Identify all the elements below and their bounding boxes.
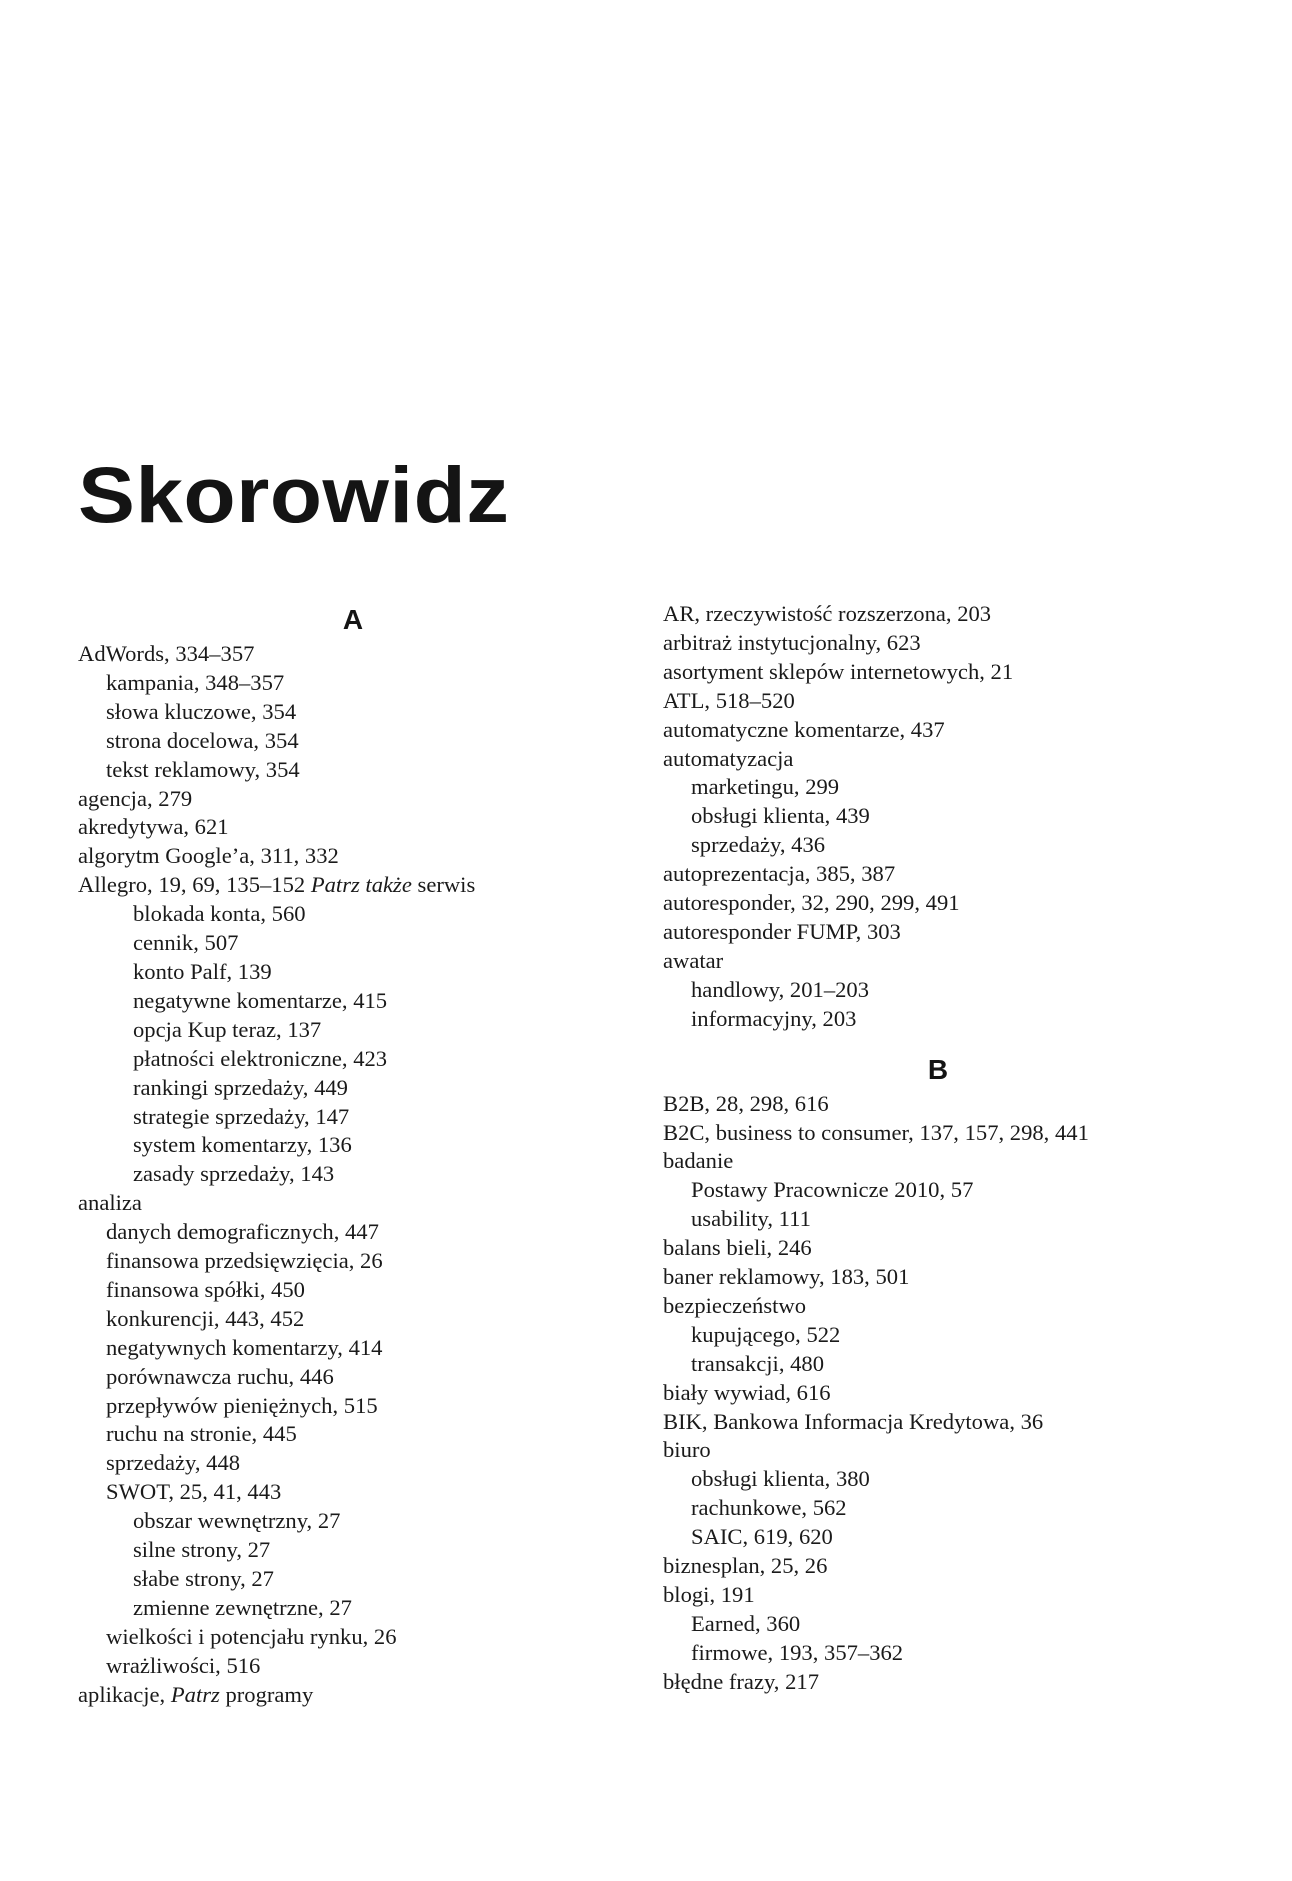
entry-text: słowa kluczowe, 354 [106,698,297,724]
entry-text: agencja, 279 [78,785,193,811]
entry-text: konto Palf, 139 [133,958,272,984]
entry-text: algorytm Google’a, 311, 332 [78,843,339,869]
entry-text: blokada konta, 560 [133,901,306,927]
index-subentry [663,1523,1183,1552]
entry-text: ruchu na stronie, 445 [106,1421,297,1447]
index-entry [78,1681,598,1710]
index-column-left [78,600,598,1710]
entry-text: finansowa spółki, 450 [106,1276,305,1302]
entry-text: cennik, 507 [133,930,239,956]
entry-cross-reference: Patrz także [310,872,412,898]
entry-text: opcja Kup teraz, 137 [133,1016,322,1042]
index-subentry [78,929,598,958]
entry-text: kupującego, 522 [691,1321,841,1347]
index-entry [663,860,1183,889]
entry-text: firmowe, 193, 357–362 [691,1639,904,1665]
entry-text: informacyjny, 203 [691,1005,857,1031]
index-subentry [78,1334,598,1363]
index-entry [663,658,1183,687]
entry-text: AdWords, 334–357 [78,641,255,666]
index-entry [663,889,1183,918]
index-entry [663,716,1183,745]
index-entry [663,1292,1183,1321]
entry-text: system komentarzy, 136 [133,1132,352,1158]
entry-text: konkurencji, 443, 452 [106,1305,305,1331]
entry-text: asortyment sklepów internetowych, 21 [663,658,1014,684]
entry-text: negatywne komentarze, 415 [133,987,388,1013]
entry-text: SWOT, 25, 41, 443 [106,1479,282,1505]
index-subentry [663,976,1183,1005]
entry-text: sprzedaży, 448 [106,1450,241,1476]
index-entry [78,842,598,871]
entry-text: rankingi sprzedaży, 449 [133,1074,348,1100]
index-subentry [663,1205,1183,1234]
entry-text: rachunkowe, 562 [691,1495,847,1521]
entry-text: finansowa przedsięwzięcia, 26 [106,1248,383,1274]
index-entry [663,1581,1183,1610]
entry-text: negatywnych komentarzy, 414 [106,1334,383,1360]
entry-reference-target: programy [219,1681,314,1707]
index-entry [78,813,598,842]
index-entry [663,947,1183,976]
entry-text: obszar wewnętrzny, 27 [133,1508,341,1534]
entry-text: arbitraż instytucjonalny, 623 [663,629,921,655]
index-entry [78,871,598,900]
index-subentry [78,958,598,987]
index-entry [663,1408,1183,1437]
index-subentry [663,773,1183,802]
entry-text: błędne frazy, 217 [663,1668,819,1694]
index-subentry [663,1494,1183,1523]
entry-text: transakcji, 480 [691,1350,825,1376]
index-entry [78,785,598,814]
index-subentry [78,1276,598,1305]
entry-text: tekst reklamowy, 354 [106,756,300,782]
index-entry [663,1234,1183,1263]
entry-text: wrażliwości, 516 [106,1652,261,1678]
entry-text: silne strony, 27 [133,1537,271,1563]
index-subentry [78,727,598,756]
entry-text: strona docelowa, 354 [106,727,299,753]
entry-text: autoresponder, 32, 290, 299, 491 [663,890,960,916]
index-subentry [663,802,1183,831]
index-entry [663,1436,1183,1465]
index-subentry [78,756,598,785]
entry-text: biznesplan, 25, 26 [663,1553,828,1579]
entry-text: porównawcza ruchu, 446 [106,1363,334,1389]
entry-list-a-continued [663,600,1183,1034]
entry-text: biuro [663,1437,711,1463]
entry-text: przepływów pieniężnych, 515 [106,1392,378,1418]
index-entry [663,1090,1183,1119]
index-subentry [78,1478,598,1507]
index-entry [663,600,1183,629]
index-column-right [663,600,1183,1697]
index-subentry [78,1507,598,1536]
index-subentry [78,1074,598,1103]
section-letter-a: A [342,604,364,635]
entry-text: SAIC, 619, 620 [691,1524,833,1550]
entry-text: Postawy Pracownicze 2010, 57 [691,1177,974,1203]
index-subentry [78,1565,598,1594]
index-entry [663,918,1183,947]
index-subentry [78,1594,598,1623]
entry-text: płatności elektroniczne, 423 [133,1045,388,1071]
entry-list-b [663,1090,1183,1697]
index-entry [663,1119,1183,1148]
index-subentry [663,1610,1183,1639]
entry-text: obsługi klienta, 380 [691,1466,870,1492]
index-subentry [78,1218,598,1247]
page-title: Skorowidz [78,450,510,539]
entry-text: biały wywiad, 616 [663,1379,831,1405]
index-entry [663,1147,1183,1176]
entry-text: wielkości i potencjału rynku, 26 [106,1623,397,1649]
entry-text: autoprezentacja, 385, 387 [663,861,896,887]
entry-text: akredytywa, 621 [78,814,229,840]
index-subentry [78,1016,598,1045]
entry-list-a [78,640,598,1710]
index-entry [78,640,598,669]
index-entry [663,1379,1183,1408]
index-subentry [78,1449,598,1478]
entry-text: B2B, 28, 298, 616 [663,1090,829,1116]
index-subentry [78,900,598,929]
index-subentry [78,669,598,698]
entry-text: blogi, 191 [663,1582,755,1607]
index-subentry [78,1536,598,1565]
entry-text: BIK, Bankowa Informacja Kredytowa, 36 [663,1408,1044,1434]
entry-text: awatar [663,947,724,973]
index-subentry [78,987,598,1016]
entry-text: strategie sprzedaży, 147 [133,1103,350,1129]
index-entry [663,1552,1183,1581]
index-subentry [78,698,598,727]
index-subentry [78,1247,598,1276]
entry-text: balans bieli, 246 [663,1235,812,1261]
entry-text: marketingu, 299 [691,774,840,800]
index-subentry [78,1305,598,1334]
entry-reference-target: serwis [411,872,476,898]
index-entry [663,745,1183,774]
entry-text: danych demograficznych, 447 [106,1219,379,1245]
entry-text: ATL, 518–520 [663,687,795,713]
index-subentry [663,1176,1183,1205]
index-subentry [663,1639,1183,1668]
entry-text: bezpieczeństwo [663,1292,807,1318]
entry-text: automatyzacja [663,745,794,771]
index-entry [78,1189,598,1218]
index-subentry [78,1623,598,1652]
index-subentry [78,1131,598,1160]
index-subentry [663,1005,1183,1034]
entry-text: Earned, 360 [691,1610,801,1636]
entry-text: aplikacje, [78,1681,171,1707]
entry-text: kampania, 348–357 [106,669,285,695]
entry-text: sprzedaży, 436 [691,832,826,858]
entry-text: słabe strony, 27 [133,1566,274,1591]
index-subentry [663,1350,1183,1379]
entry-text: autoresponder FUMP, 303 [663,918,901,944]
index-entry [663,687,1183,716]
entry-text: usability, 111 [691,1206,811,1232]
entry-text: badanie [663,1148,734,1174]
index-subentry [78,1103,598,1132]
index-entry [663,1668,1183,1697]
section-spacer [663,1034,1183,1050]
entry-text: AR, rzeczywistość rozszerzona, 203 [663,601,992,626]
entry-text: analiza [78,1190,142,1216]
index-subentry [663,831,1183,860]
index-subentry [78,1045,598,1074]
section-letter-b: B [927,1053,949,1085]
index-subentry [78,1420,598,1449]
index-subentry [78,1363,598,1392]
index-entry [663,1263,1183,1292]
entry-text: obsługi klienta, 439 [691,803,870,829]
entry-text: B2C, business to consumer, 137, 157, 298, 441 [663,1119,1089,1145]
entry-cross-reference: Patrz [170,1681,220,1707]
entry-text: Allegro, 19, 69, 135–152 [78,872,311,898]
index-subentry [663,1321,1183,1350]
index-entry [663,629,1183,658]
index-subentry [78,1392,598,1421]
index-subentry [78,1160,598,1189]
entry-text: zasady sprzedaży, 143 [133,1161,335,1187]
index-subentry [78,1652,598,1681]
index-subentry [663,1465,1183,1494]
entry-text: zmienne zewnętrzne, 27 [133,1594,352,1620]
entry-text: handlowy, 201–203 [691,976,870,1002]
entry-text: automatyczne komentarze, 437 [663,716,945,742]
entry-text: baner reklamowy, 183, 501 [663,1264,910,1290]
